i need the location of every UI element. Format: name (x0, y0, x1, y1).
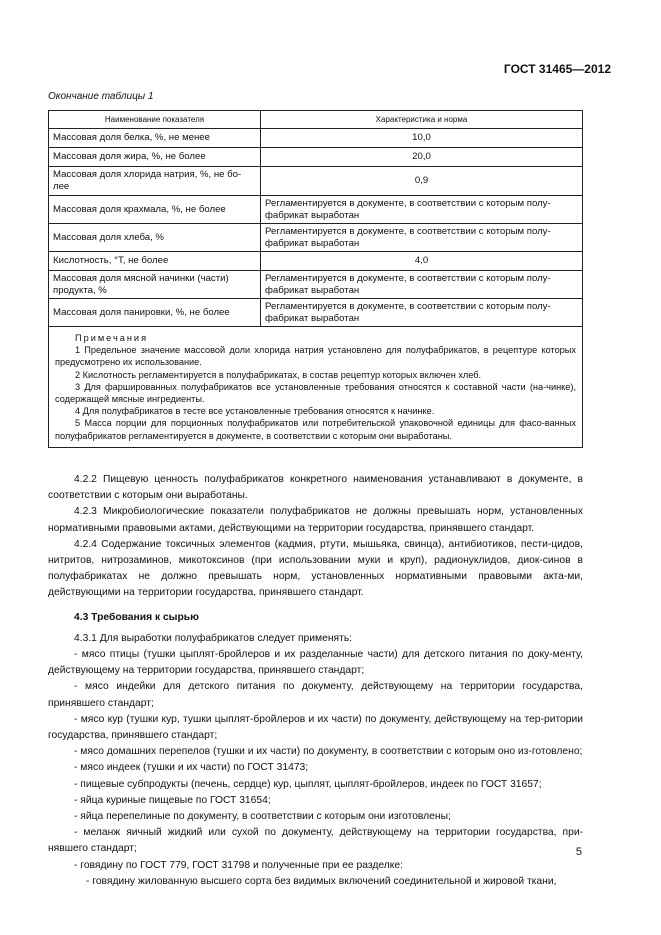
table-row (49, 148, 583, 167)
table-row (49, 196, 583, 224)
list-item: - мясо индейки для детского питания по документу, действующему на территории государства, принявшего стандарт; (48, 681, 583, 709)
table-row (49, 271, 583, 299)
page-number: 5 (575, 846, 582, 858)
sub-list-item: - говядину жилованную высшего сорта без видимых включений соединительной и жировой ткани, (86, 875, 557, 887)
row-name: Массовая доля крахмала, %, не более (49, 196, 261, 224)
row-name: Массовая доля жира, %, не более (49, 148, 261, 167)
table-notes (49, 327, 583, 448)
list-item: - пищевые субпродукты (печень, сердце) кур, цыплят, цыплят-бройлеров, индеек по ГОСТ 31657; (74, 778, 542, 790)
table-row (49, 129, 583, 148)
paragraph-4-2-4: 4.2.4 Содержание токсичных элементов (кадмия, ртути, мышьяка, свинца), антибиотиков, пести-цидов, нитритов, нитрозаминов, микотоксинов (при использовании муки и круп), радионуклидов, диок-синов в полуфабрикатах не должно превышать норм, установленных нормативными правовыми акта-ми, действующими на территории государства, принявшего стандарт. (48, 538, 583, 599)
table-row (49, 252, 583, 271)
document-number: ГОСТ 31465—2012 (503, 62, 611, 76)
column-header-name: Наименование показателя (49, 111, 261, 129)
list-item: - мясо индеек (тушки и их части) по ГОСТ 31473; (74, 762, 309, 774)
row-value: Регламентируется в документе, в соответствии с которым полу-фабрикат выработан (261, 299, 583, 327)
row-name: Массовая доля хлорида натрия, %, не бо-лее (49, 167, 261, 196)
table-row (49, 224, 583, 252)
note-item: 2 Кислотность регламентируется в полуфабрикатах, в состав рецептур которых включен хлеб. (75, 369, 482, 380)
row-value: 20,0 (261, 148, 583, 167)
column-header-value: Характеристика и норма (261, 111, 583, 129)
row-value: Регламентируется в документе, в соответствии с которым полу-фабрикат выработан (261, 271, 583, 299)
list-item: - яйца куриные пищевые по ГОСТ 31654; (74, 794, 271, 806)
row-value: 0,9 (261, 167, 583, 196)
table-row (49, 299, 583, 327)
notes-title: Примечания (75, 333, 149, 343)
characteristics-table (48, 110, 583, 448)
list-item: - мясо кур (тушки кур, тушки цыплят-бройлеров и их части) по документу, действующему на тер-ритории государства, принявшего стандарт; (48, 713, 583, 742)
row-value: Регламентируется в документе, в соответствии с которым полу-фабрикат выработан (261, 196, 583, 224)
paragraph-4-3-1: 4.3.1 Для выработки полуфабрикатов следует применять: (74, 632, 353, 644)
note-item: 3 Для фаршированных полуфабрикатов все установленные требования относятся к составной части (на-чинке), содержащей мясные ингредиенты. (55, 381, 576, 405)
row-value: 4,0 (261, 252, 583, 271)
row-name: Массовая доля панировки, %, не более (49, 299, 261, 327)
list-item: - говядину по ГОСТ 779, ГОСТ 31798 и полученные при ее разделке: (74, 859, 403, 871)
section-heading-4-3: 4.3 Требования к сырью (74, 611, 199, 623)
table-caption: Окончание таблицы 1 (48, 91, 154, 102)
row-name: Массовая доля белка, %, не менее (49, 129, 261, 148)
body-text (48, 472, 583, 890)
note-item: 5 Масса порции для порционных полуфабрикатов или потребительской упаковочной единицы для фасо-ванных полуфабрикатов регламентируется в документе, в соответствии с которым они выработаны. (55, 418, 576, 441)
note-item: 1 Предельное значение массовой доли хлорида натрия установлено для полуфабрикатов, в рецептуре которых предусмотрено их использование. (55, 345, 576, 368)
note-item: 4 Для полуфабрикатов в тесте все установленные требования относятся к начинке. (75, 406, 435, 417)
table-notes-row (49, 327, 583, 448)
row-name: Массовая доля мясной начинки (части) продукта, % (49, 271, 261, 299)
table-row (49, 167, 583, 196)
list-item: - мясо птицы (тушки цыплят-бройлеров и их разделанные части) для детского питания по доку-менту, действующему на территории государства, принявшего стандарт; (48, 649, 583, 677)
paragraph-4-2-3: 4.2.3 Микробиологические показатели полуфабрикатов не должны превышать норм, установленных нормативными правовыми актами, действующими на территории государства, принявшего стандарт. (48, 506, 583, 534)
list-item: - яйца перепелиные по документу, в соответствии с которым они изготовлены; (74, 811, 451, 823)
row-value: Регламентируется в документе, в соответствии с которым полу-фабрикат выработан (261, 224, 583, 252)
list-item: - меланж яичный жидкий или сухой по документу, действующему на территории государства, при-нявшего стандарт; (48, 827, 583, 855)
paragraph-4-2-2: 4.2.2 Пищевую ценность полуфабрикатов конкретного наименования устанавливают в документе, в соответствии с которым они выработаны. (48, 474, 583, 502)
row-name: Массовая доля хлеба, % (49, 224, 261, 252)
row-value: 10,0 (261, 129, 583, 148)
table-header-row (49, 111, 583, 129)
row-name: Кислотность, °Т, не более (49, 252, 261, 271)
list-item: - мясо домашних перепелов (тушки и их части) по документу, в соответствии с которым оно из-готовлено; (74, 746, 583, 758)
